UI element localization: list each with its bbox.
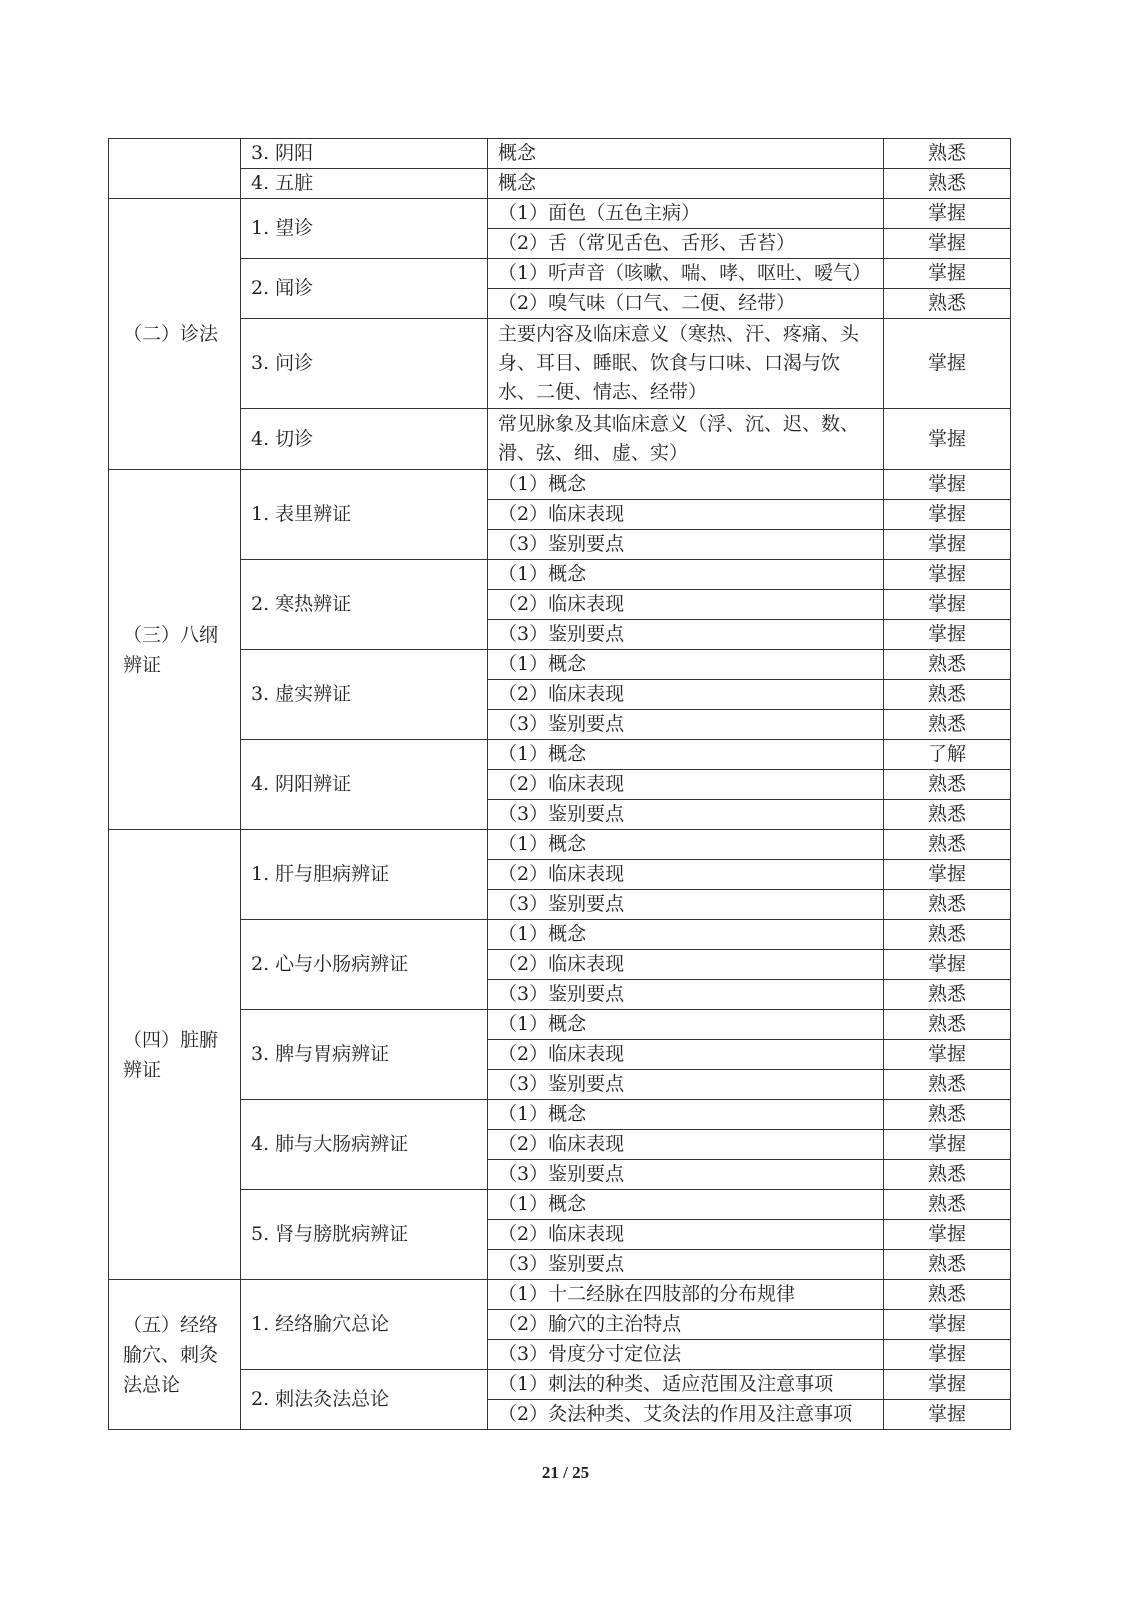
requirement-level: 掌握: [884, 530, 1011, 560]
item-content: （1）面色（五色主病）: [488, 199, 884, 229]
requirement-level: 熟悉: [884, 650, 1011, 680]
requirement-level: 掌握: [884, 470, 1011, 500]
topic-name: 4. 五脏: [241, 169, 488, 199]
topic-name: 3. 脾与胃病辨证: [241, 1010, 488, 1100]
section-label: （二）诊法: [109, 199, 241, 470]
table-row: [109, 650, 1011, 680]
item-content: （2）嗅气味（口气、二便、经带）: [488, 289, 884, 319]
requirement-level: 掌握: [884, 590, 1011, 620]
item-content: （1）概念: [488, 650, 884, 680]
topic-name: 5. 肾与膀胱病辨证: [241, 1190, 488, 1280]
table-row: [109, 740, 1011, 770]
item-content: （1）概念: [488, 560, 884, 590]
table-row: [109, 470, 1011, 500]
requirement-level: 掌握: [884, 1040, 1011, 1070]
item-content: （1）十二经脉在四肢部的分布规律: [488, 1280, 884, 1310]
table-row: [109, 1010, 1011, 1040]
requirement-level: 熟悉: [884, 1250, 1011, 1280]
syllabus-table: [108, 138, 1011, 1430]
requirement-level: 掌握: [884, 1370, 1011, 1400]
item-content: （2）灸法种类、艾灸法的作用及注意事项: [488, 1400, 884, 1430]
requirement-level: 掌握: [884, 199, 1011, 229]
topic-name: 1. 表里辨证: [241, 470, 488, 560]
table-row: [109, 319, 1011, 409]
requirement-level: 熟悉: [884, 830, 1011, 860]
requirement-level: 熟悉: [884, 1100, 1011, 1130]
requirement-level: 熟悉: [884, 139, 1011, 169]
requirement-level: 熟悉: [884, 1070, 1011, 1100]
section-label: （四）脏腑辨证: [109, 830, 241, 1280]
item-content: （2）临床表现: [488, 770, 884, 800]
requirement-level: 掌握: [884, 259, 1011, 289]
table-row: [109, 1280, 1011, 1310]
table-row: [109, 830, 1011, 860]
table-row: [109, 169, 1011, 199]
requirement-level: 掌握: [884, 560, 1011, 590]
requirement-level: 熟悉: [884, 289, 1011, 319]
table-row: [109, 259, 1011, 289]
requirement-level: 掌握: [884, 319, 1011, 409]
topic-name: 1. 肝与胆病辨证: [241, 830, 488, 920]
topic-name: 3. 虚实辨证: [241, 650, 488, 740]
item-content: （3）鉴别要点: [488, 1250, 884, 1280]
requirement-level: 掌握: [884, 860, 1011, 890]
section-label: （五）经络腧穴、刺灸法总论: [109, 1280, 241, 1430]
item-content: （1）刺法的种类、适应范围及注意事项: [488, 1370, 884, 1400]
requirement-level: 掌握: [884, 409, 1011, 470]
table-row: [109, 409, 1011, 470]
item-content: （3）鉴别要点: [488, 800, 884, 830]
item-content: （3）鉴别要点: [488, 1160, 884, 1190]
requirement-level: 掌握: [884, 1220, 1011, 1250]
requirement-level: 熟悉: [884, 770, 1011, 800]
requirement-level: 掌握: [884, 620, 1011, 650]
topic-name: 4. 肺与大肠病辨证: [241, 1100, 488, 1190]
requirement-level: 熟悉: [884, 680, 1011, 710]
table-row: [109, 1370, 1011, 1400]
requirement-level: 熟悉: [884, 710, 1011, 740]
item-content: （2）临床表现: [488, 680, 884, 710]
requirement-level: 熟悉: [884, 1160, 1011, 1190]
item-content: （3）鉴别要点: [488, 1070, 884, 1100]
topic-name: 2. 刺法灸法总论: [241, 1370, 488, 1430]
requirement-level: 掌握: [884, 1340, 1011, 1370]
topic-name: 4. 阴阳辨证: [241, 740, 488, 830]
requirement-level: 掌握: [884, 950, 1011, 980]
item-content: （2）临床表现: [488, 860, 884, 890]
item-content: 常见脉象及其临床意义（浮、沉、迟、数、滑、弦、细、虚、实）: [488, 409, 884, 470]
requirement-level: 熟悉: [884, 920, 1011, 950]
table-row: [109, 139, 1011, 169]
requirement-level: 熟悉: [884, 1010, 1011, 1040]
requirement-level: 熟悉: [884, 980, 1011, 1010]
table-row: [109, 560, 1011, 590]
topic-name: 3. 问诊: [241, 319, 488, 409]
item-content: （2）舌（常见舌色、舌形、舌苔）: [488, 229, 884, 259]
item-content: 概念: [488, 169, 884, 199]
item-content: （3）鉴别要点: [488, 530, 884, 560]
item-content: （2）临床表现: [488, 590, 884, 620]
requirement-level: 掌握: [884, 229, 1011, 259]
section-label: [109, 139, 241, 199]
item-content: （2）临床表现: [488, 950, 884, 980]
item-content: （2）临床表现: [488, 1220, 884, 1250]
item-content: （1）概念: [488, 1010, 884, 1040]
requirement-level: 掌握: [884, 1130, 1011, 1160]
item-content: （3）鉴别要点: [488, 890, 884, 920]
requirement-level: 掌握: [884, 500, 1011, 530]
table-row: [109, 1190, 1011, 1220]
requirement-level: 掌握: [884, 1400, 1011, 1430]
item-content: （1）概念: [488, 830, 884, 860]
section-label: （三）八纲辨证: [109, 470, 241, 830]
requirement-level: 熟悉: [884, 800, 1011, 830]
page-number: 21 / 25: [541, 1463, 590, 1482]
item-content: （3）鉴别要点: [488, 980, 884, 1010]
requirement-level: 熟悉: [884, 890, 1011, 920]
requirement-level: 熟悉: [884, 1280, 1011, 1310]
table-row: [109, 1100, 1011, 1130]
item-content: （1）概念: [488, 470, 884, 500]
table-row: [109, 920, 1011, 950]
item-content: （2）临床表现: [488, 500, 884, 530]
item-content: （3）鉴别要点: [488, 710, 884, 740]
topic-name: 3. 阴阳: [241, 139, 488, 169]
requirement-level: 熟悉: [884, 169, 1011, 199]
item-content: （1）概念: [488, 740, 884, 770]
item-content: 主要内容及临床意义（寒热、汗、疼痛、头身、耳目、睡眠、饮食与口味、口渴与饮水、二便、情志、经带）: [488, 319, 884, 409]
item-content: （2）临床表现: [488, 1040, 884, 1070]
item-content: （1）概念: [488, 1190, 884, 1220]
table-row: [109, 199, 1011, 229]
item-content: （3）骨度分寸定位法: [488, 1340, 884, 1370]
topic-name: 2. 心与小肠病辨证: [241, 920, 488, 1010]
requirement-level: 熟悉: [884, 1190, 1011, 1220]
item-content: （1）概念: [488, 1100, 884, 1130]
topic-name: 2. 闻诊: [241, 259, 488, 319]
item-content: （1）听声音（咳嗽、喘、哮、呕吐、嗳气）: [488, 259, 884, 289]
topic-name: 4. 切诊: [241, 409, 488, 470]
requirement-level: 掌握: [884, 1310, 1011, 1340]
item-content: （2）临床表现: [488, 1130, 884, 1160]
requirement-level: 了解: [884, 740, 1011, 770]
item-content: （2）腧穴的主治特点: [488, 1310, 884, 1340]
topic-name: 1. 望诊: [241, 199, 488, 259]
item-content: 概念: [488, 139, 884, 169]
topic-name: 1. 经络腧穴总论: [241, 1280, 488, 1370]
topic-name: 2. 寒热辨证: [241, 560, 488, 650]
item-content: （3）鉴别要点: [488, 620, 884, 650]
item-content: （1）概念: [488, 920, 884, 950]
